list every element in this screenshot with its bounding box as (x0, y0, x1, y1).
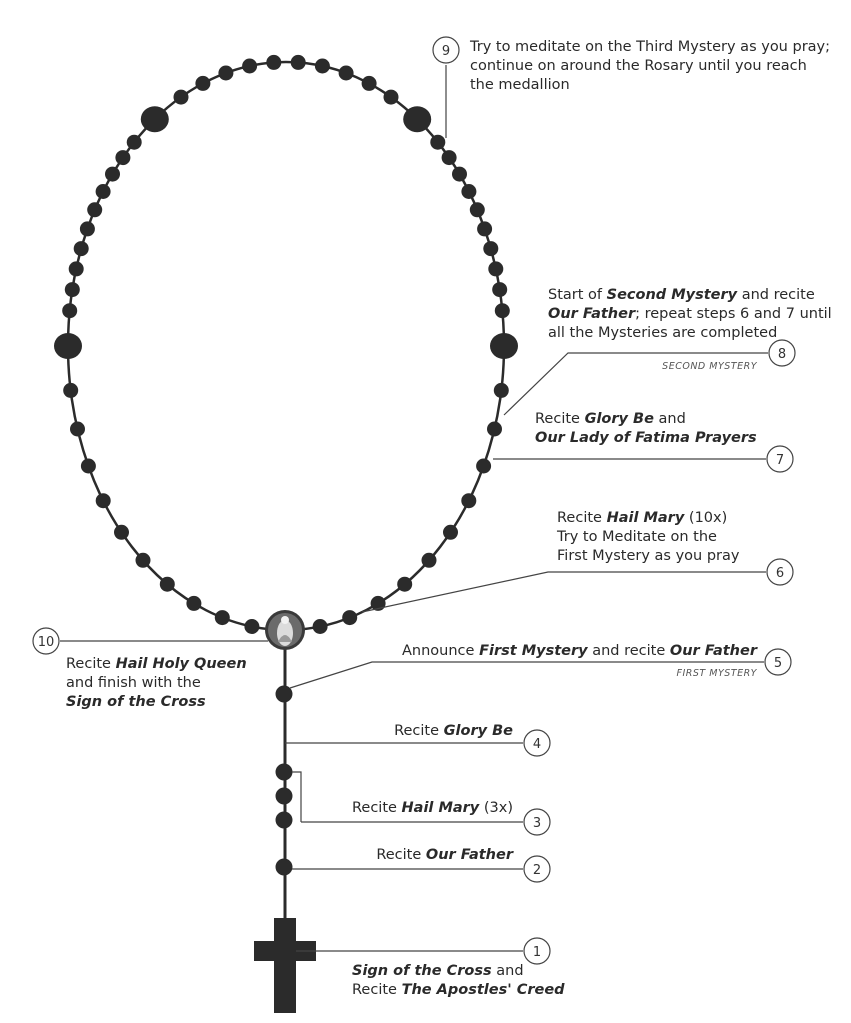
hail-mary-bead (115, 150, 130, 165)
hail-mary-bead (80, 221, 95, 236)
hail-mary-bead (105, 167, 120, 182)
hail-mary-bead (74, 241, 89, 256)
medallion-icon (265, 610, 305, 650)
pendant-bead-hail-mary-3 (276, 812, 293, 829)
pendant-bead-hail-mary-2 (276, 788, 293, 805)
label-segment: Sign of the Cross (352, 963, 492, 979)
label-segment: Recite (351, 800, 402, 816)
hail-mary-bead (96, 184, 111, 199)
hail-mary-bead (443, 525, 458, 540)
pendant-bead-our-father (276, 859, 293, 876)
hail-mary-bead (494, 383, 509, 398)
hail-mary-bead (136, 553, 151, 568)
label-segment: Our Father (548, 306, 636, 322)
label-segment: Recite (394, 723, 444, 739)
hail-mary-bead (397, 577, 412, 592)
label-segment: Announce (402, 643, 480, 659)
hail-mary-bead (422, 553, 437, 568)
step-number: 3 (532, 816, 542, 831)
pendant-bead-hail-mary-1 (276, 764, 293, 781)
hail-mary-bead (160, 577, 175, 592)
label-segment: (3x) (479, 800, 513, 816)
hail-mary-bead (63, 383, 78, 398)
hail-mary-bead (442, 150, 457, 165)
our-father-bead (490, 333, 518, 359)
hail-mary-bead (127, 135, 142, 150)
step-8-label: Start of Second Mystery and recite Our Father; repeat steps 6 and 7 until all the Mysteries are completed (548, 287, 832, 341)
hail-mary-bead (461, 493, 476, 508)
label-segment: and recite (737, 287, 815, 303)
pendant-bead-our-father-first-mystery (276, 686, 293, 703)
our-father-bead (141, 106, 169, 132)
hail-mary-bead (483, 241, 498, 256)
label-segment: Glory Be (443, 723, 513, 739)
hail-mary-bead (218, 66, 233, 81)
first-mystery-tag: FIRST MYSTERY (676, 668, 757, 679)
step-number: 10 (37, 635, 55, 650)
hail-mary-bead (477, 221, 492, 236)
hail-mary-bead (452, 167, 467, 182)
hail-mary-bead (291, 55, 306, 70)
hail-mary-bead (174, 90, 189, 105)
label-segment: First Mystery (479, 643, 588, 659)
hail-mary-bead (87, 202, 102, 217)
hail-mary-bead (315, 59, 330, 74)
hail-mary-bead (488, 261, 503, 276)
step-number: 4 (532, 737, 542, 752)
hail-mary-bead (313, 619, 328, 634)
hail-mary-bead (65, 282, 80, 297)
hail-mary-bead (339, 66, 354, 81)
crucifix-icon (254, 918, 316, 1013)
label-segment: and recite (587, 643, 670, 659)
label-segment: and (653, 411, 686, 427)
hail-mary-bead (487, 422, 502, 437)
step-number: 7 (775, 453, 785, 468)
label-segment: Recite (352, 982, 402, 998)
step-9-label: Try to meditate on the Third Mystery as you pray; continue on around the Rosary until you reach the medallion (470, 39, 831, 93)
label-segment: Hail Holy Queen (115, 656, 247, 672)
leader-6 (362, 572, 766, 612)
hail-mary-bead (114, 525, 129, 540)
step-7-label (535, 410, 757, 448)
hail-mary-bead (215, 610, 230, 625)
label-segment: Recite (535, 411, 585, 427)
hail-mary-bead (62, 303, 77, 318)
our-father-bead (54, 333, 82, 359)
label-segment: Hail Mary (606, 510, 685, 526)
label-segment: Recite (66, 656, 116, 672)
our-father-bead (403, 106, 431, 132)
label-segment: Recite (376, 847, 426, 863)
label-segment: ; repeat steps 6 and 7 until (635, 306, 832, 322)
hail-mary-bead (96, 493, 111, 508)
loop-beads (62, 55, 510, 634)
hail-mary-bead (495, 303, 510, 318)
hail-mary-bead (342, 610, 357, 625)
label-segment: and (491, 963, 524, 979)
step-number: 6 (775, 566, 785, 581)
hail-mary-bead (186, 596, 201, 611)
step-number: 5 (773, 656, 783, 671)
hail-mary-bead (244, 619, 259, 634)
our-father-beads (54, 106, 518, 359)
label-segment: Second Mystery (606, 287, 738, 303)
step-number: 1 (532, 945, 542, 960)
step-number: 8 (777, 347, 787, 362)
hail-mary-bead (470, 202, 485, 217)
label-segment: Our Father (669, 643, 757, 659)
label-segment: Recite (557, 510, 607, 526)
hail-mary-bead (195, 76, 210, 91)
label-segment: (10x) (684, 510, 728, 526)
hail-mary-bead (430, 135, 445, 150)
step-10-label: Recite Hail Holy Queen and finish with the Sign of the Cross (66, 656, 247, 710)
second-mystery-tag: SECOND MYSTERY (662, 361, 757, 372)
step-number: 9 (441, 44, 451, 59)
label-segment: Sign of the Cross (66, 694, 206, 710)
hail-mary-bead (492, 282, 507, 297)
hail-mary-bead (362, 76, 377, 91)
step-3-label (352, 799, 513, 818)
label-segment: Glory Be (584, 411, 654, 427)
label-segment: Our Father (425, 847, 513, 863)
step-5-label (402, 642, 757, 661)
hail-mary-bead (70, 422, 85, 437)
hail-mary-bead (476, 459, 491, 474)
hail-mary-bead (461, 184, 476, 199)
hail-mary-bead (384, 90, 399, 105)
step-2-label (376, 846, 513, 865)
label-segment: Hail Mary (401, 800, 480, 816)
step-4-label (394, 722, 513, 741)
hail-mary-bead (242, 59, 257, 74)
step-number: 2 (532, 863, 542, 878)
label-segment: Start of (548, 287, 607, 303)
label-segment: The Apostles' Creed (401, 982, 565, 998)
hail-mary-bead (81, 459, 96, 474)
label-segment: Our Lady of Fatima Prayers (535, 430, 757, 446)
hail-mary-bracket (292, 772, 301, 822)
step-1-label (352, 962, 565, 1000)
hail-mary-bead (266, 55, 281, 70)
hail-mary-bead (69, 261, 84, 276)
step-6-label: Recite Hail Mary (10x) Try to Meditate on the First Mystery as you pray (557, 510, 740, 564)
